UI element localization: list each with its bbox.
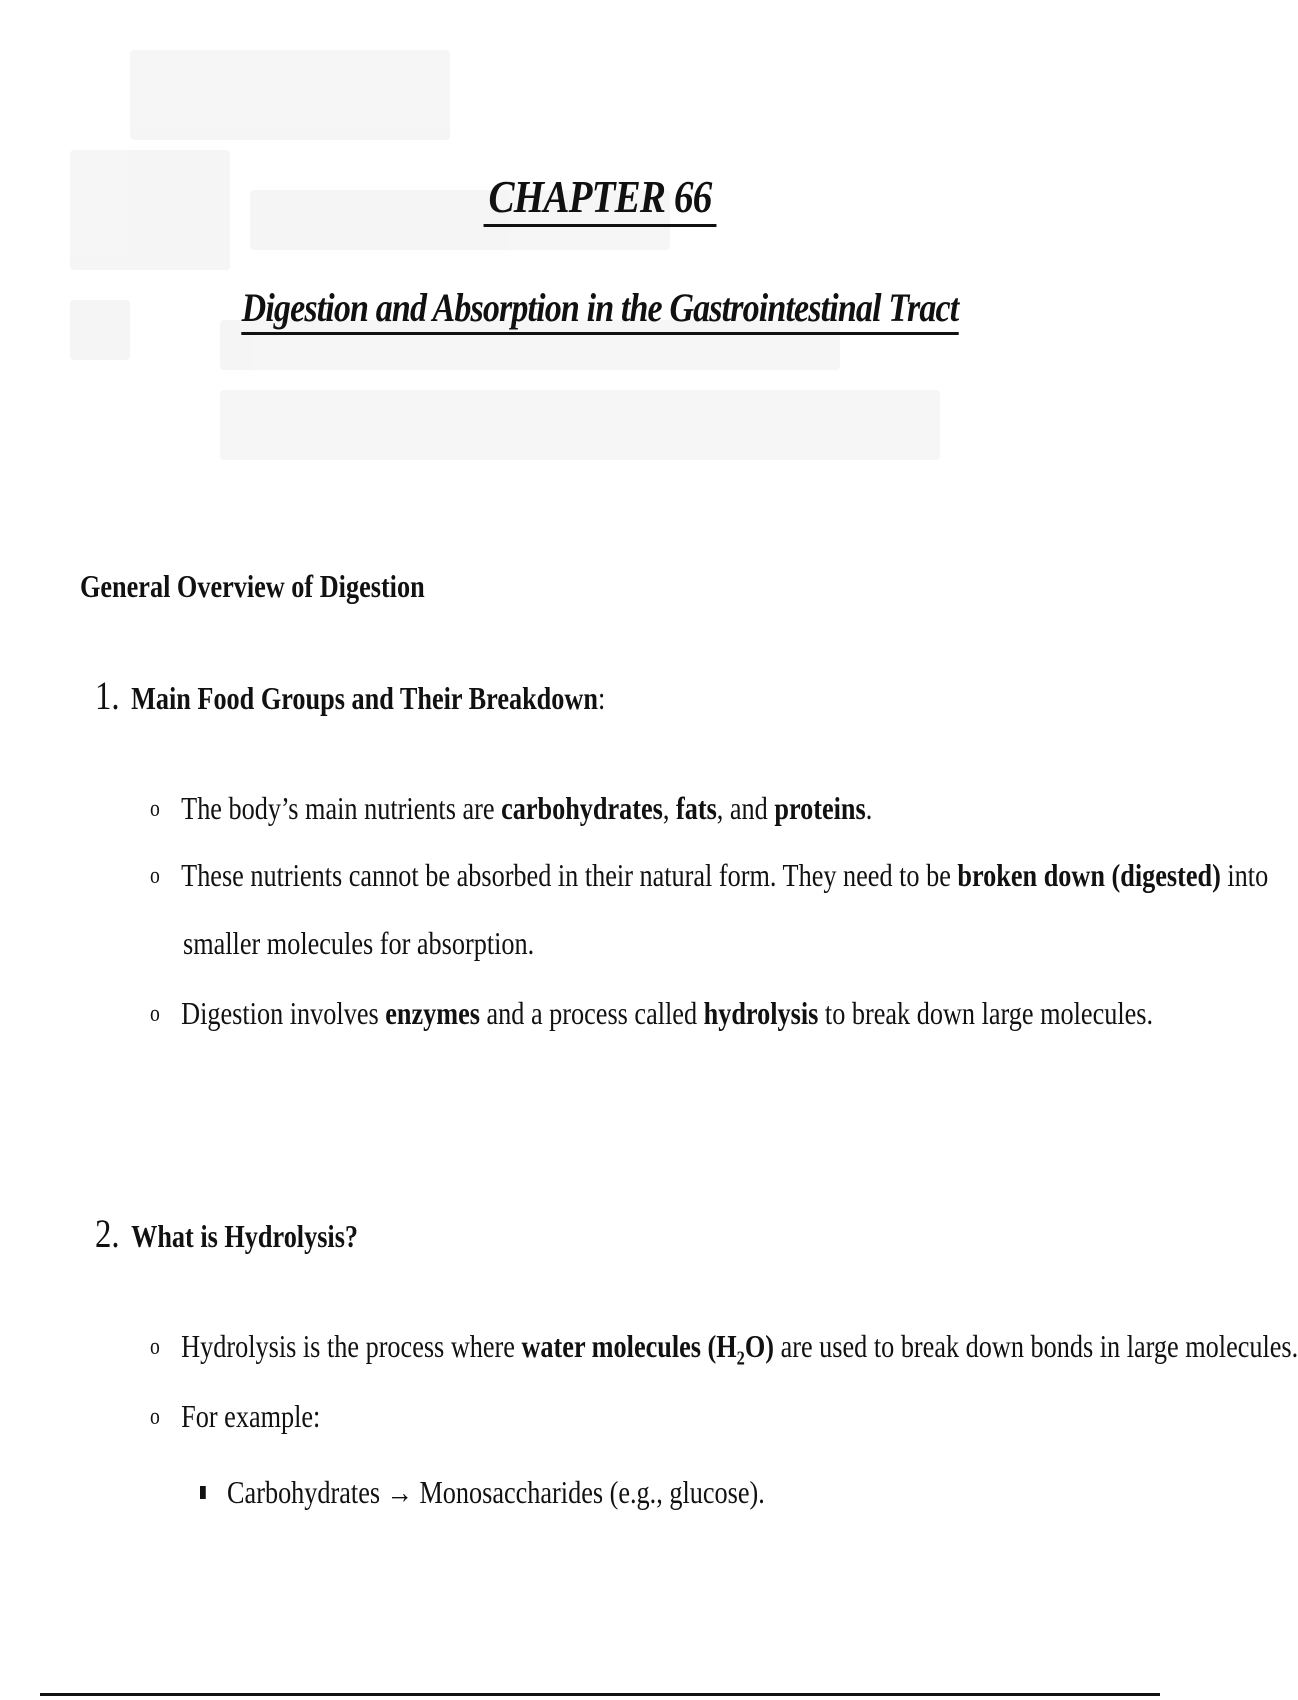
numbered-item-2 [95, 1210, 358, 1257]
chapter-subtitle-text: Digestion and Absorption in the Gastrointestinal Tract [242, 285, 959, 335]
bold-term-part: O) [744, 1328, 775, 1364]
item-colon: : [597, 680, 606, 716]
bullet-text: to break down large molecules. [818, 995, 1154, 1031]
list-item [150, 1398, 320, 1435]
hollow-circle-bullet-icon: o [150, 1404, 160, 1430]
chapter-subtitle [90, 284, 1110, 331]
list-item [150, 857, 1268, 894]
chapter-title-text: CHAPTER 66 [483, 171, 716, 227]
list-item [150, 1328, 1298, 1370]
bullet-text: Hydrolysis is the process where [181, 1328, 522, 1364]
bullet-text: Digestion involves [181, 995, 386, 1031]
bullet-text: into [1220, 857, 1269, 893]
numbered-item-1 [95, 672, 605, 719]
hollow-circle-bullet-icon: o [150, 1334, 160, 1360]
item-number: 2. [95, 1211, 120, 1256]
bold-term: carbohydrates [501, 790, 663, 826]
bullet-text: , and [716, 790, 775, 826]
square-bullet-icon [200, 1486, 206, 1499]
item-number: 1. [95, 673, 120, 718]
bold-term: proteins [774, 790, 866, 826]
bold-term: fats [675, 790, 717, 826]
item-title: What is Hydrolysis? [131, 1218, 359, 1254]
hollow-circle-bullet-icon: o [150, 1001, 160, 1027]
section-heading: General Overview of Digestion [80, 568, 425, 604]
subscript: 2 [736, 1347, 745, 1370]
bullet-text: and a process called [479, 995, 704, 1031]
list-item [150, 995, 1153, 1032]
bullet-text: . [865, 790, 873, 826]
bullet-text: The body’s main nutrients are [181, 790, 502, 826]
bullet-text: , [662, 790, 676, 826]
page-bottom-divider [40, 1693, 1160, 1696]
bullet-text: are used to break down bonds in large molecules. [774, 1328, 1298, 1364]
list-item [150, 790, 872, 827]
sub-list-item [200, 1474, 765, 1511]
bullet-text: For example: [181, 1398, 321, 1434]
hollow-circle-bullet-icon: o [150, 863, 160, 889]
background-watermark [70, 40, 970, 490]
bold-term [521, 1328, 775, 1370]
bold-term-part: water molecules (H [521, 1328, 737, 1364]
bold-term: hydrolysis [703, 995, 819, 1031]
hollow-circle-bullet-icon: o [150, 796, 160, 822]
list-item-continuation: smaller molecules for absorption. [183, 925, 535, 961]
bold-term: broken down (digested) [957, 857, 1221, 893]
bold-term: enzymes [385, 995, 480, 1031]
sub-bullet-text: Carbohydrates → Monosaccharides (e.g., glucose). [227, 1474, 765, 1510]
bullet-text: These nutrients cannot be absorbed in their natural form. They need to be [181, 857, 958, 893]
chapter-title [90, 170, 1110, 223]
item-title: Main Food Groups and Their Breakdown [131, 680, 598, 716]
